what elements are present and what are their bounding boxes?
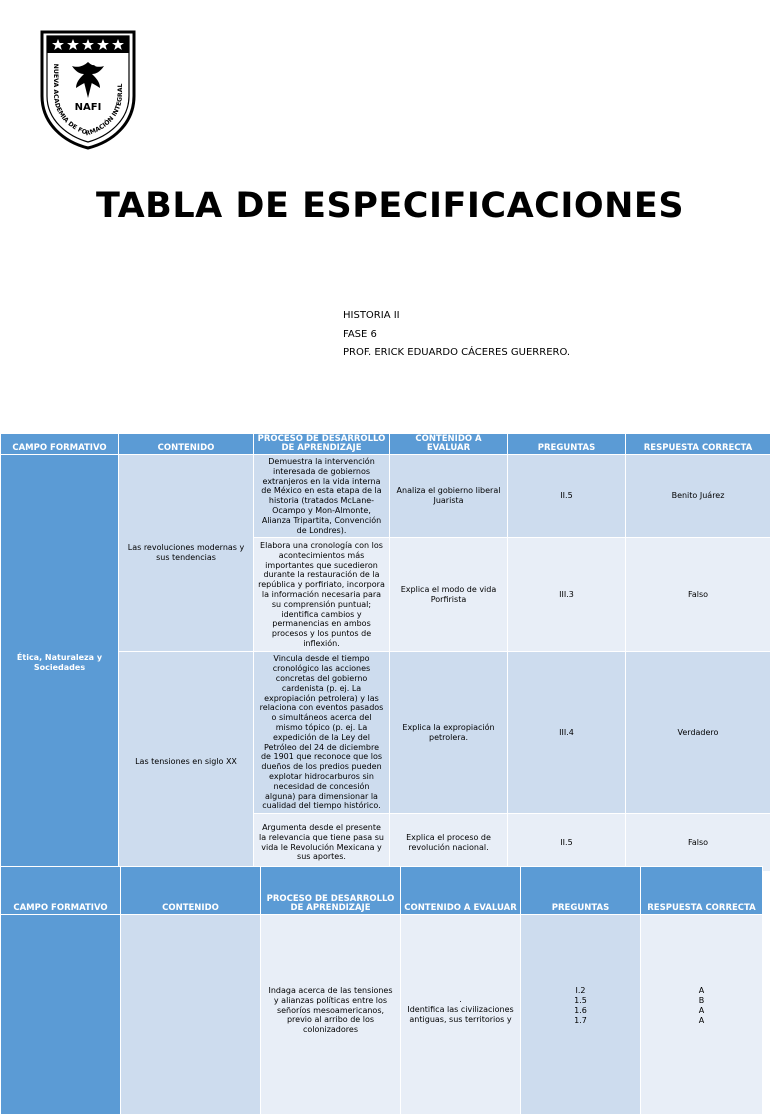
evaluar-cell: Explica la expropiación petrolera. [390,652,508,814]
course-info [343,307,570,363]
respuesta-item: A [698,986,705,995]
respuesta-cell: Falso [626,538,771,652]
header-proceso: PROCESO DE DESARROLLO DE APRENDIZAJE [261,867,401,915]
specification-table-2 [0,866,763,1115]
pregunta-cell: II.5 [508,455,626,538]
table-row [1,915,763,1115]
contenido-cell: Las tensiones en siglo XX [119,652,254,872]
header-campo: CAMPO FORMATIVO [1,867,121,915]
respuesta-item: A [698,1006,705,1015]
header-evaluar: CONTENIDO A EVALUAR [401,867,521,915]
table-row [1,455,771,538]
page-title: TABLA DE ESPECIFICACIONES [95,186,685,226]
proceso-cell: Vincula desde el tiempo cronológico las acciones concretas del gobierno cardenista (p. ej. La expropiación petrolera) y las relaciona con eventos pasados o simultáneos acerca del mismo tópico (p. ej. La expedición de la Ley del Petróleo del 24 de diciembre de 1901 que reconoce que los dueños de los predios pueden explotar hidrocarburos sin necesidad de concesión alguna) para dimensionar la cualidad del tiempo histórico. [254,652,390,814]
header-evaluar: CONTENIDO A EVALUAR [390,434,508,455]
evaluar-cell: Explica el proceso de revolución nacional. [390,814,508,872]
phase-label: FASE 6 [343,328,377,340]
nafi-logo [38,26,138,150]
header-proceso: PROCESO DE DESARROLLO DE APRENDIZAJE [254,434,390,455]
respuesta-item: A [698,1016,705,1025]
header-campo: CAMPO FORMATIVO [1,434,119,455]
proceso-cell: Demuestra la intervención interesada de gobiernos extranjeros en la vida interna de México en esta etapa de la historia (tratados McLane-Ocampo y Mon-Almonte, Alianza Tripartita, Convención de Londres). [254,455,390,538]
teacher-name: PROF. ERICK EDUARDO CÁCERES GUERRERO. [343,347,571,358]
preguntas-cell [521,915,641,1115]
contenido-cell: Las revoluciones modernas y sus tendencias [119,455,254,652]
header-preguntas: PREGUNTAS [521,867,641,915]
proceso-cell: Argumenta desde el presente la relevancia que tiene pasa su vida le Revolución Mexicana y sus aportes. [254,814,390,872]
logo-arc-text: NUEVA ACADEMIA DE FORMACIÓN INTEGRAL [51,63,125,138]
header-respuesta: RESPUESTA CORRECTA [626,434,771,455]
header-preguntas: PREGUNTAS [508,434,626,455]
evaluar-cell [401,915,521,1115]
header-respuesta: RESPUESTA CORRECTA [641,867,763,915]
contenido-cell [121,915,261,1115]
respuestas-cell [641,915,763,1115]
table-header-row [1,434,771,455]
evaluar-cell: Explica el modo de vida Porfirista [390,538,508,652]
pregunta-cell: III.4 [508,652,626,814]
respuesta-cell: Verdadero [626,652,771,814]
pregunta-item: 1.5 [574,996,587,1005]
header-contenido: CONTENIDO [121,867,261,915]
pregunta-item: I.2 [575,986,586,995]
respuesta-cell: Falso [626,814,771,872]
respuesta-cell: Benito Juárez [626,455,771,538]
evaluar-cell: Analiza el gobierno liberal Juarista [390,455,508,538]
table-header-row [1,867,763,915]
pregunta-cell: III.3 [508,538,626,652]
pregunta-item: 1.6 [574,1006,587,1015]
pregunta-item: 1.7 [574,1016,587,1025]
specification-table-1 [0,433,771,872]
pregunta-cell: II.5 [508,814,626,872]
proceso-cell: Elabora una cronología con los acontecimientos más importantes que sucedieron durante la restauración de la república y porfiriato, incorpora la información necesaria para su comprensión puntual; identifica cambios y permanencias en ambos procesos y los puntos de inflexión. [254,538,390,652]
logo-acronym: NAFI [74,102,102,113]
proceso-text: Indaga acerca de las tensiones y alianzas políticas entre los señoríos mesoamericanos, previo al arribo de los colonizadores [268,986,393,1035]
respuesta-item: B [698,996,705,1005]
evaluar-dot: . [459,995,462,1004]
campo-formativo-cell [1,915,121,1115]
proceso-cell [261,915,401,1115]
subject-name: HISTORIA II [343,310,400,321]
header-contenido: CONTENIDO [119,434,254,455]
campo-formativo-cell: Ética, Naturaleza y Sociedades [1,455,119,872]
evaluar-text: Identifica las civilizaciones antiguas, sus territorios y [407,1004,514,1024]
